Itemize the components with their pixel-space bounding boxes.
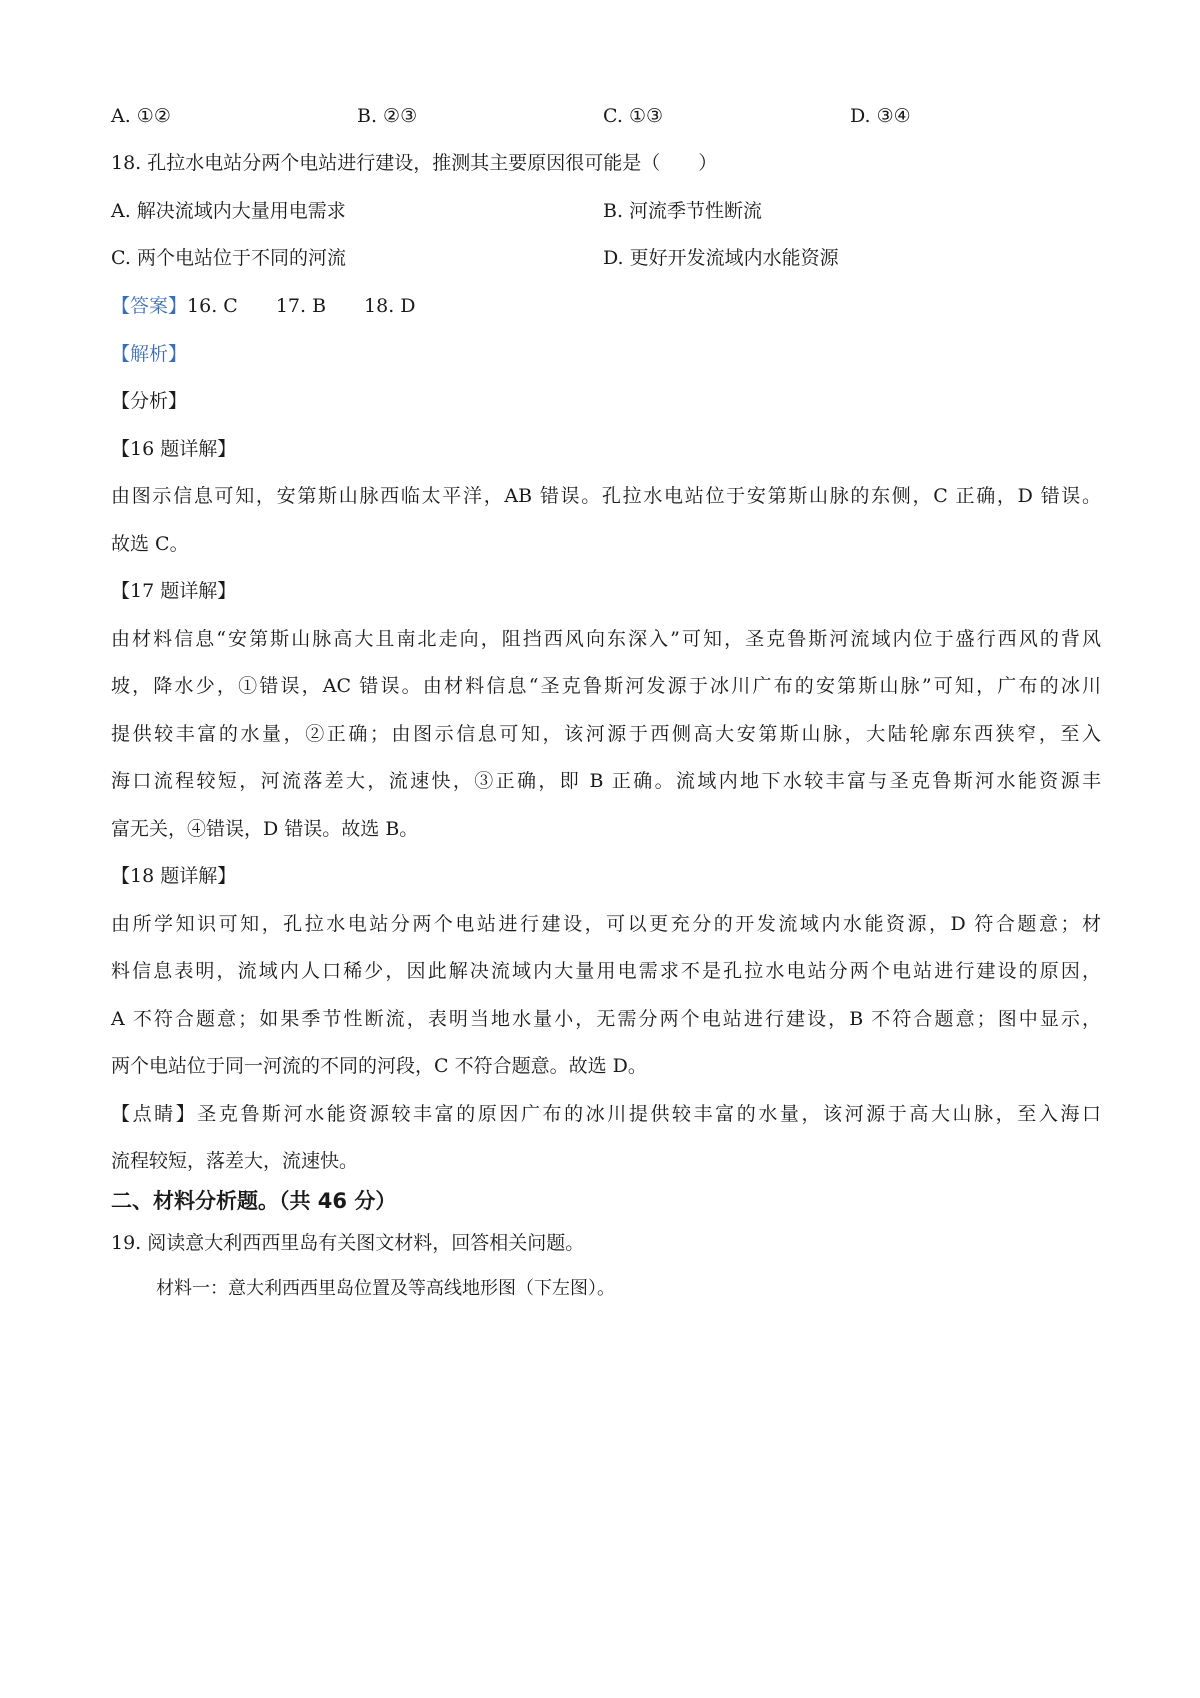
material1-caption: 材料一：意大利西西里岛位置及等高线地形图（下左图）。 (156, 1278, 615, 1299)
answer-18: 18. D (364, 295, 416, 317)
section2-heading: 二、材料分析题。（共 46 分） (111, 1189, 397, 1213)
q18-option-d: D. 更好开发流域内水能资源 (603, 247, 839, 269)
detail17-line: 由材料信息“安第斯山脉高大且南北走向，阻挡西风向东深入”可知，圣克鲁斯河流域内位于盛行西风的背风 (111, 628, 1101, 650)
detail17-line: 坡，降水少，①错误，AC 错误。由材料信息“圣克鲁斯河发源于冰川广布的安第斯山脉”可知，广布的冰川 (111, 675, 1101, 697)
answer-16: 16. C (187, 295, 238, 317)
detail16-line: 故选 C。 (111, 533, 189, 555)
q17-option-b: B. ②③ (357, 105, 418, 127)
answer-label: 【答案】 (111, 295, 188, 317)
q18-option-b: B. 河流季节性断流 (603, 200, 763, 222)
answer-line (111, 293, 1101, 319)
detail17-line: 富无关，④错误，D 错误。故选 B。 (111, 818, 419, 840)
detail16-line: 由图示信息可知，安第斯山脉西临太平洋，AB 错误。孔拉水电站位于安第斯山脉的东侧，C 正确，D 错误。 (111, 485, 1101, 507)
detail18-title: 【18 题详解】 (111, 865, 237, 887)
fenxi-label: 【分析】 (111, 390, 188, 412)
answer-17: 17. B (275, 295, 327, 317)
detail17-title: 【17 题详解】 (111, 580, 237, 602)
q18-stem: 18. 孔拉水电站分两个电站进行建设，推测其主要原因很可能是（ ） (111, 152, 718, 174)
detail18-line: A 不符合题意；如果季节性断流，表明当地水量小，无需分两个电站进行建设，B 不符合题意；图中显示， (111, 1008, 1101, 1030)
analysis-label: 【解析】 (111, 343, 188, 365)
q18-option-c: C. 两个电站位于不同的河流 (111, 247, 346, 269)
detail17-line: 海口流程较短，河流落差大，流速快，③正确，即 B 正确。流域内地下水较丰富与圣克鲁斯河水能资源丰 (111, 770, 1101, 792)
detail18-line: 料信息表明，流域内人口稀少，因此解决流域内大量用电需求不是孔拉水电站分两个电站进行建设的原因， (111, 960, 1101, 982)
q17-option-a: A. ①② (111, 105, 171, 127)
q17-option-d: D. ③④ (850, 105, 911, 127)
detail18-line: 两个电站位于同一河流的不同的河段，C 不符合题意。故选 D。 (111, 1055, 647, 1077)
q18-option-a: A. 解决流域内大量用电需求 (111, 200, 346, 222)
dianjing-line: 流程较短，落差大，流速快。 (111, 1150, 359, 1172)
detail16-title: 【16 题详解】 (111, 438, 237, 460)
q17-option-c: C. ①③ (603, 105, 664, 127)
detail18-line: 由所学知识可知，孔拉水电站分两个电站进行建设，可以更充分的开发流域内水能资源，D 符合题意；材 (111, 913, 1101, 935)
detail17-line: 提供较丰富的水量，②正确；由图示信息可知，该河源于西侧高大安第斯山脉，大陆轮廓东西狭窄，至入 (111, 723, 1101, 745)
dianjing-line: 【点睛】圣克鲁斯河水能资源较丰富的原因广布的冰川提供较丰富的水量，该河源于高大山脉，至入海口 (111, 1103, 1101, 1125)
q19-stem: 19. 阅读意大利西西里岛有关图文材料，回答相关问题。 (111, 1232, 585, 1254)
